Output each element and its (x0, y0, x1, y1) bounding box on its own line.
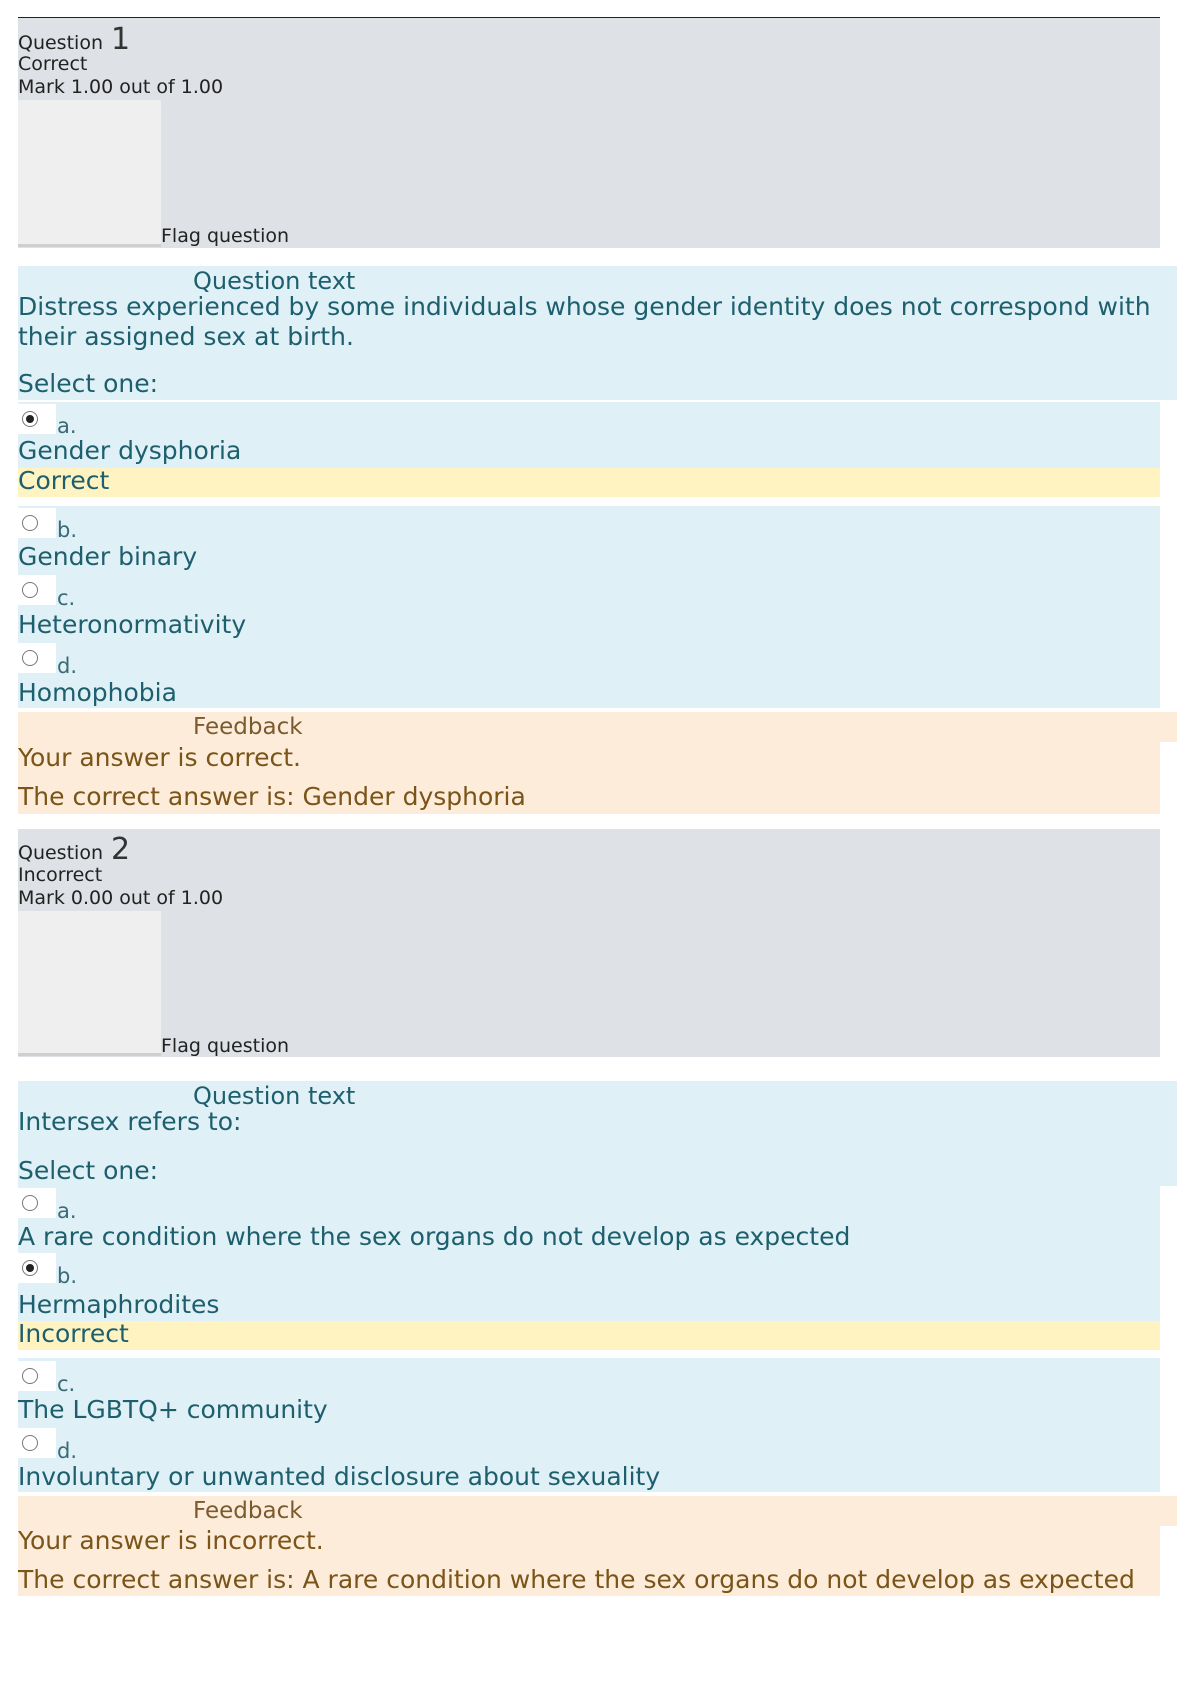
select-one-prompt: Select one: (18, 1156, 159, 1185)
question-number: 2 (110, 832, 131, 867)
correctness-label: Correct (18, 466, 110, 495)
radio-c[interactable] (22, 582, 38, 598)
question-grade: Mark 1.00 out of 1.00 (18, 76, 224, 98)
flag-icon[interactable] (18, 100, 161, 247)
correctness-banner (18, 468, 1160, 497)
radio-wrapper (18, 1188, 56, 1218)
radio-wrapper (18, 1253, 56, 1283)
radio-b[interactable] (22, 1260, 38, 1276)
select-one-prompt: Select one: (18, 369, 159, 398)
answer-panel (18, 506, 1160, 708)
flag-question-link[interactable]: Flag question (161, 1035, 290, 1057)
option-c-label[interactable]: Heteronormativity (18, 610, 247, 639)
radio-b[interactable] (22, 515, 38, 531)
feedback-heading: Feedback (193, 714, 303, 740)
option-letter: b. (57, 1264, 78, 1288)
radio-wrapper (18, 1361, 56, 1391)
option-letter: a. (57, 1199, 77, 1223)
option-a-label[interactable]: A rare condition where the sex organs do not develop as expected (18, 1222, 851, 1251)
radio-wrapper (18, 575, 56, 605)
correctness-banner (18, 1321, 1160, 1350)
option-letter: a. (57, 414, 77, 438)
radio-wrapper (18, 1428, 56, 1458)
correct-answer-text: The correct answer is: A rare condition where the sex organs do not develop as expected (18, 1565, 1135, 1594)
radio-wrapper (18, 643, 56, 673)
radio-wrapper (18, 404, 56, 434)
feedback-text: Your answer is correct. (18, 743, 301, 772)
question-label: Question (18, 842, 103, 864)
question-text-heading: Question text (193, 1082, 356, 1110)
radio-wrapper (18, 508, 56, 538)
question-state: Correct (18, 53, 88, 75)
option-c-label[interactable]: The LGBTQ+ community (18, 1395, 328, 1424)
question-text: Distress experienced by some individuals whose gender identity does not correspond with their assigned sex at birth. (18, 292, 1151, 351)
option-a-label[interactable]: Gender dysphoria (18, 436, 242, 465)
question-info-panel (18, 18, 1160, 248)
correct-answer-text: The correct answer is: Gender dysphoria (18, 782, 526, 811)
question-info-panel (18, 829, 1160, 1057)
question-text-heading: Question text (193, 267, 356, 295)
flag-question-link[interactable]: Flag question (161, 225, 290, 247)
option-letter: c. (57, 1372, 76, 1396)
feedback-text: Your answer is incorrect. (18, 1526, 324, 1555)
option-letter: d. (57, 654, 78, 678)
feedback-heading: Feedback (193, 1498, 303, 1524)
flag-icon[interactable] (18, 911, 161, 1056)
radio-d[interactable] (22, 650, 38, 666)
option-b-label[interactable]: Gender binary (18, 542, 198, 571)
feedback-heading-bar (18, 712, 1177, 742)
radio-c[interactable] (22, 1368, 38, 1384)
option-b-label[interactable]: Hermaphrodites (18, 1290, 220, 1319)
radio-d[interactable] (22, 1435, 38, 1451)
radio-a[interactable] (22, 411, 38, 427)
question-label: Question (18, 32, 103, 54)
option-letter: b. (57, 518, 78, 542)
question-text: Intersex refers to: (18, 1107, 242, 1136)
question-state: Incorrect (18, 864, 103, 886)
question-grade: Mark 0.00 out of 1.00 (18, 887, 224, 909)
correctness-label: Incorrect (18, 1319, 129, 1348)
option-letter: c. (57, 586, 76, 610)
option-d-label[interactable]: Involuntary or unwanted disclosure about sexuality (18, 1462, 661, 1491)
feedback-heading-bar (18, 1496, 1177, 1526)
question-heading (18, 22, 130, 57)
option-letter: d. (57, 1439, 78, 1463)
question-heading (18, 832, 130, 867)
question-number: 1 (110, 22, 131, 57)
option-d-label[interactable]: Homophobia (18, 678, 177, 707)
radio-a[interactable] (22, 1195, 38, 1211)
